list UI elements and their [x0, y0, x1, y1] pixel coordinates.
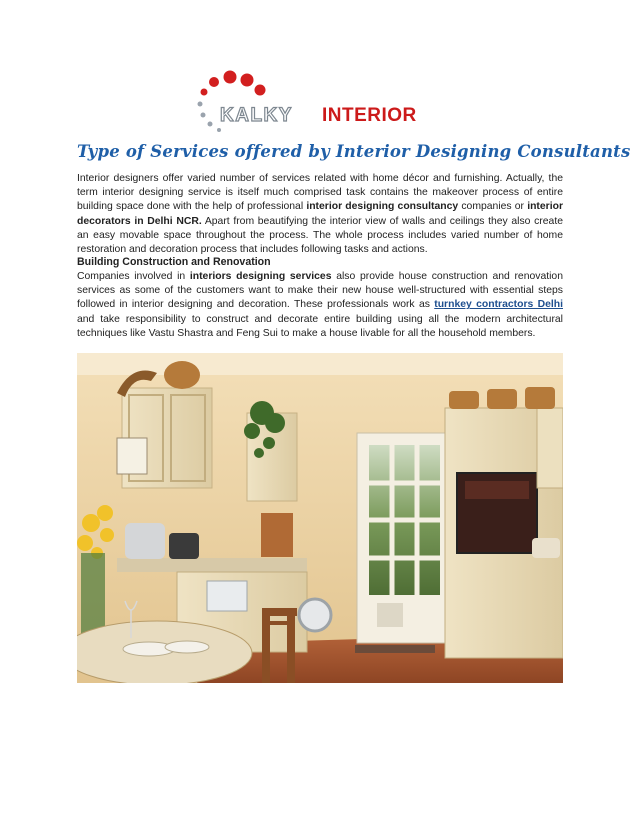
- door-mat: [355, 645, 435, 653]
- logo-brand-right: INTERIOR: [322, 105, 417, 126]
- logo-brand-left: KALKY: [220, 105, 293, 126]
- right-tall-cabinet: [445, 408, 563, 658]
- section-text-3: and take responsibility to construct and decorate entire building using all the modern architectural techniques like Vastu Shastra and Feng Sui to make a house livable for all the household members.: [77, 313, 563, 339]
- intro-text-1: Interior designers offer varied number of services related with home décor and furnishing. Actually, the term interior designing service is itself much comprised task contains the makeover process of entire building space done with the help of professional: [77, 173, 563, 213]
- intro-paragraph: [77, 172, 563, 257]
- intro-text-2: companies or: [458, 201, 528, 213]
- kettle: [532, 538, 560, 558]
- section-text-2: also provide house construction and renovation services as some of the customers want to make their new house well-structured with essential steps followed in interior designing and decoration. These professionals work as: [77, 271, 563, 311]
- company-logo: [190, 68, 450, 136]
- intro-bold-consultancy: interior designing consultancy: [306, 201, 459, 213]
- page-title: Type of Services offered by Interior Designing Consultants: [77, 142, 631, 161]
- washing-machine: [299, 599, 331, 631]
- section-bold-services: interiors designing services: [189, 271, 332, 282]
- intro-bold-decorators: interior decorators in Delhi NCR.: [77, 201, 563, 227]
- turnkey-contractors-link[interactable]: turnkey contractors Delhi: [434, 299, 563, 311]
- garden-door: [357, 433, 452, 643]
- section-text-1: Companies involved in: [77, 271, 190, 282]
- section-heading: Building Construction and Renovation: [77, 256, 271, 268]
- intro-text-3: Apart from beautifying the interior view of walls and ceilings they also create an easy movable space throughout the process. The whole process includes varied number of home restoration and decoration process that includes following tasks and actions.: [77, 215, 563, 256]
- cutting-boards: [261, 513, 293, 557]
- wall-calendar: [117, 438, 147, 474]
- kitchen-photo: [77, 353, 563, 683]
- basket-top-left: [164, 361, 200, 389]
- section-paragraph: [77, 270, 563, 341]
